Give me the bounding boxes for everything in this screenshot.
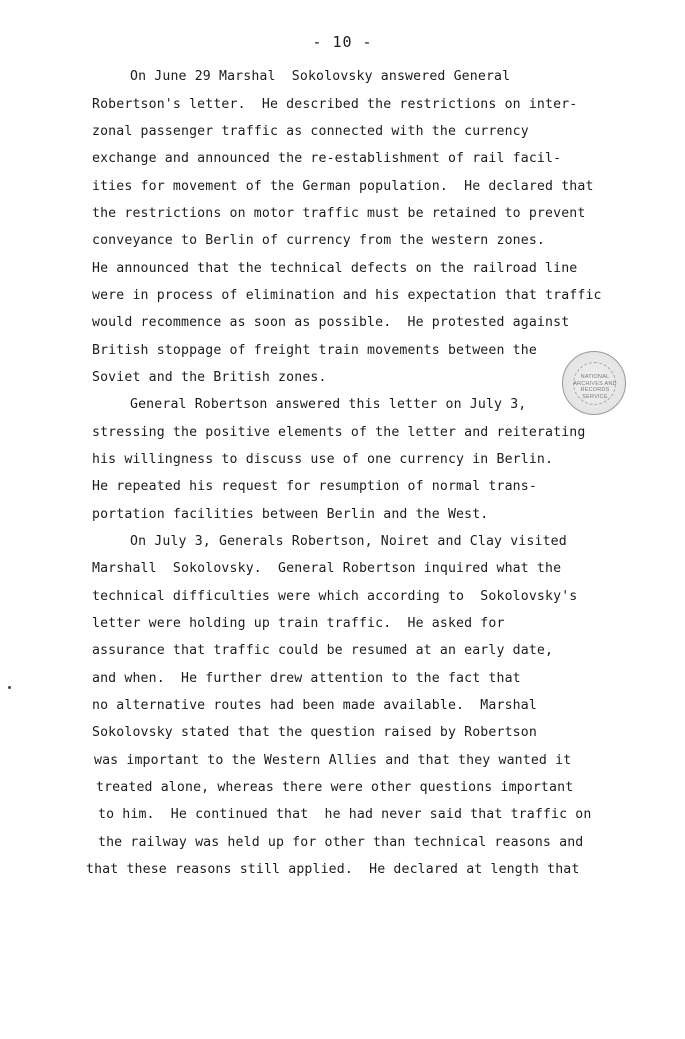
text-line-2: Robertson's letter. He described the restrictions on inter- (92, 97, 578, 112)
text-line-5: ities for movement of the German population. He declared that (92, 179, 594, 194)
text-line-16: He repeated his request for resumption of normal trans- (92, 479, 537, 494)
text-line-4: exchange and announced the re-establishment of rail facil- (92, 151, 562, 166)
text-line-1: On June 29 Marshal Sokolovsky answered General (130, 69, 511, 84)
stamp-line-1: NATIONAL (580, 374, 610, 380)
text-line-18: On July 3, Generals Robertson, Noiret and Clay visited (130, 534, 567, 549)
stamp-text (563, 374, 627, 400)
text-line-14: stressing the positive elements of the letter and reiterating (92, 425, 586, 440)
stamp-line-3: RECORDS (580, 387, 610, 393)
text-line-19: Marshall Sokolovsky. General Robertson inquired what the (92, 561, 562, 576)
text-line-27: treated alone, whereas there were other questions important (96, 780, 574, 795)
stamp-line-2: ARCHIVES AND (573, 380, 617, 387)
text-line-12: Soviet and the British zones. (92, 370, 327, 385)
text-line-25: Sokolovsky stated that the question raised by Robertson (92, 725, 537, 740)
text-line-17: portation facilities between Berlin and the West. (92, 507, 489, 522)
text-line-15: his willingness to discuss use of one currency in Berlin. (92, 452, 554, 467)
archive-stamp (562, 351, 626, 415)
text-line-22: assurance that traffic could be resumed at an early date, (92, 643, 554, 658)
text-line-6: the restrictions on motor traffic must be retained to prevent (92, 206, 586, 221)
text-line-8: He announced that the technical defects on the railroad line (92, 261, 578, 276)
text-line-3: zonal passenger traffic as connected with the currency (92, 124, 529, 139)
text-line-9: were in process of elimination and his expectation that traffic (92, 288, 602, 303)
text-line-21: letter were holding up train traffic. He asked for (92, 616, 505, 631)
text-line-11: British stoppage of freight train movements between the (92, 343, 537, 358)
stamp-line-4: SERVICE (582, 393, 608, 400)
ink-speck (8, 686, 11, 689)
text-line-20: technical difficulties were which according to Sokolovsky's (92, 589, 578, 604)
text-line-29: the railway was held up for other than technical reasons and (98, 835, 584, 850)
text-line-13: General Robertson answered this letter on July 3, (130, 397, 527, 412)
text-line-23: and when. He further drew attention to the fact that (92, 671, 521, 686)
text-line-24: no alternative routes had been made available. Marshal (92, 698, 537, 713)
text-line-7: conveyance to Berlin of currency from the western zones. (92, 233, 546, 248)
text-line-26: was important to the Western Allies and that they wanted it (94, 753, 572, 768)
page-number: - 10 - (312, 33, 373, 51)
text-line-30: that these reasons still applied. He declared at length that (86, 862, 580, 877)
text-line-10: would recommence as soon as possible. He protested against (92, 315, 570, 330)
text-line-28: to him. He continued that he had never said that traffic on (98, 807, 592, 822)
